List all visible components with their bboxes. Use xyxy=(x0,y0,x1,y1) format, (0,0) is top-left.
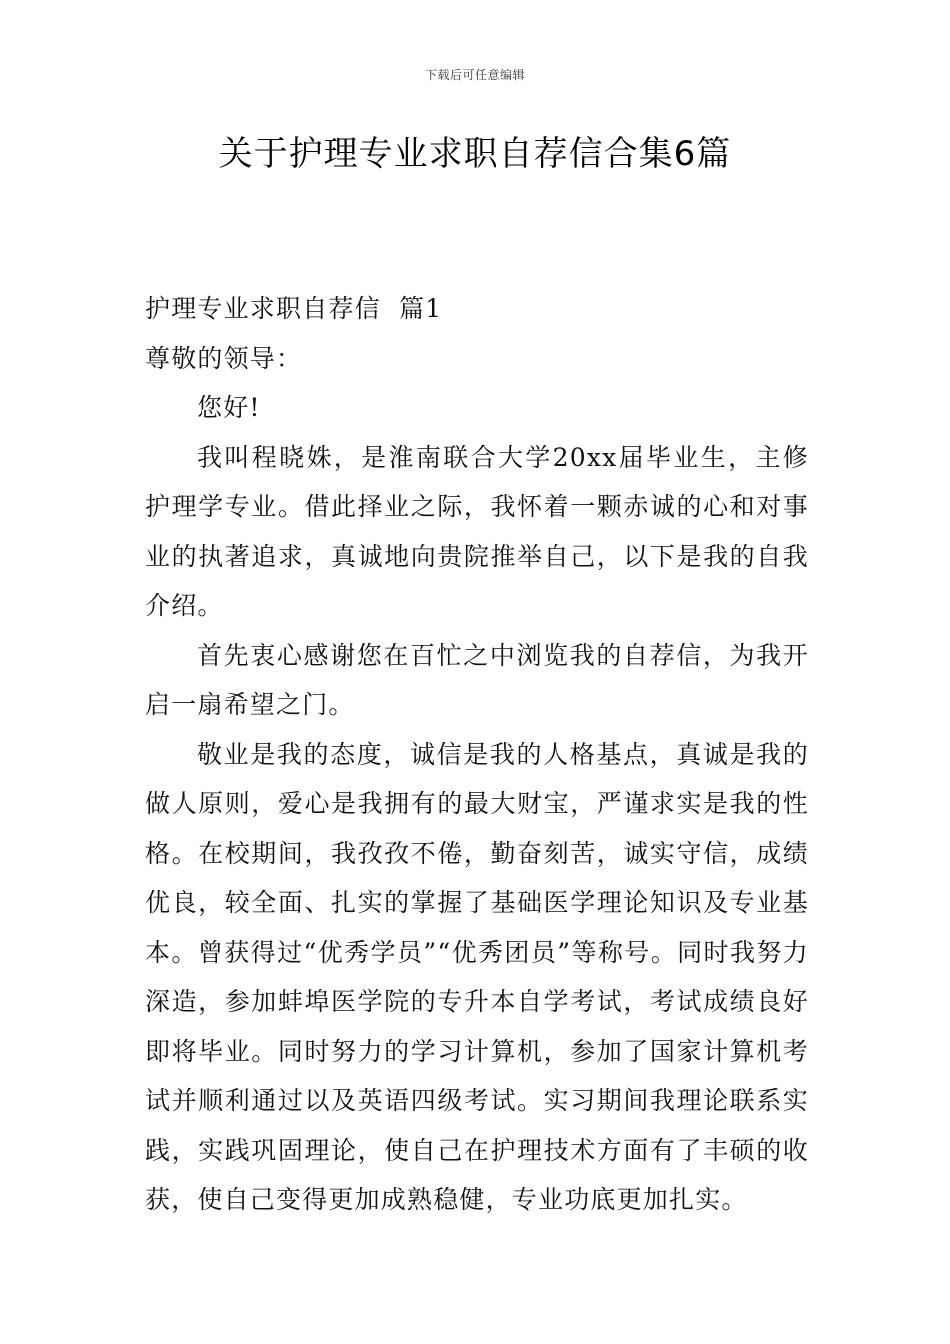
paragraph: 我叫程晓姝，是淮南联合大学20xx届毕业生，主修护理学专业。借此择业之际，我怀着一颗赤诚的心和对事业的执著追求，真诚地向贵院推举自己，以下是我的自我介绍。 xyxy=(145,442,809,620)
paragraph: 敬业是我的态度，诚信是我的人格基点，真诚是我的做人原则，爱心是我拥有的最大财宝，严谨求实是我的性格。在校期间，我孜孜不倦，勤奋刻苦，诚实守信，成绩优良，较全面、扎实的掌握了基础医学理论知识及专业基本。曾获得过“优秀学员”“优秀团员”等称号。同时我努力深造，参加蚌埠医学院的专升本自学考试，考试成绩良好即将毕业。同时努力的学习计算机，参加了国家计算机考试并顺利通过以及英语四级考试。实习期间我理论联系实践，实践巩固理论，使自己在护理技术方面有了丰硕的收获，使自己变得更加成熟稳健，专业功底更加扎实。 xyxy=(145,739,809,1214)
paragraph: 首先衷心感谢您在百忙之中浏览我的自荐信，为我开启一扇希望之门。 xyxy=(145,640,809,719)
salutation: 尊敬的领导： xyxy=(145,343,303,373)
document-body xyxy=(145,284,809,1225)
document-title: 关于护理专业求职自荐信合集6篇 xyxy=(218,134,732,174)
greeting: 您好! xyxy=(197,393,261,422)
section-heading: 护理专业求职自荐信 篇1 xyxy=(145,294,443,323)
header-note: 下载后可任意编辑 xyxy=(424,68,525,82)
